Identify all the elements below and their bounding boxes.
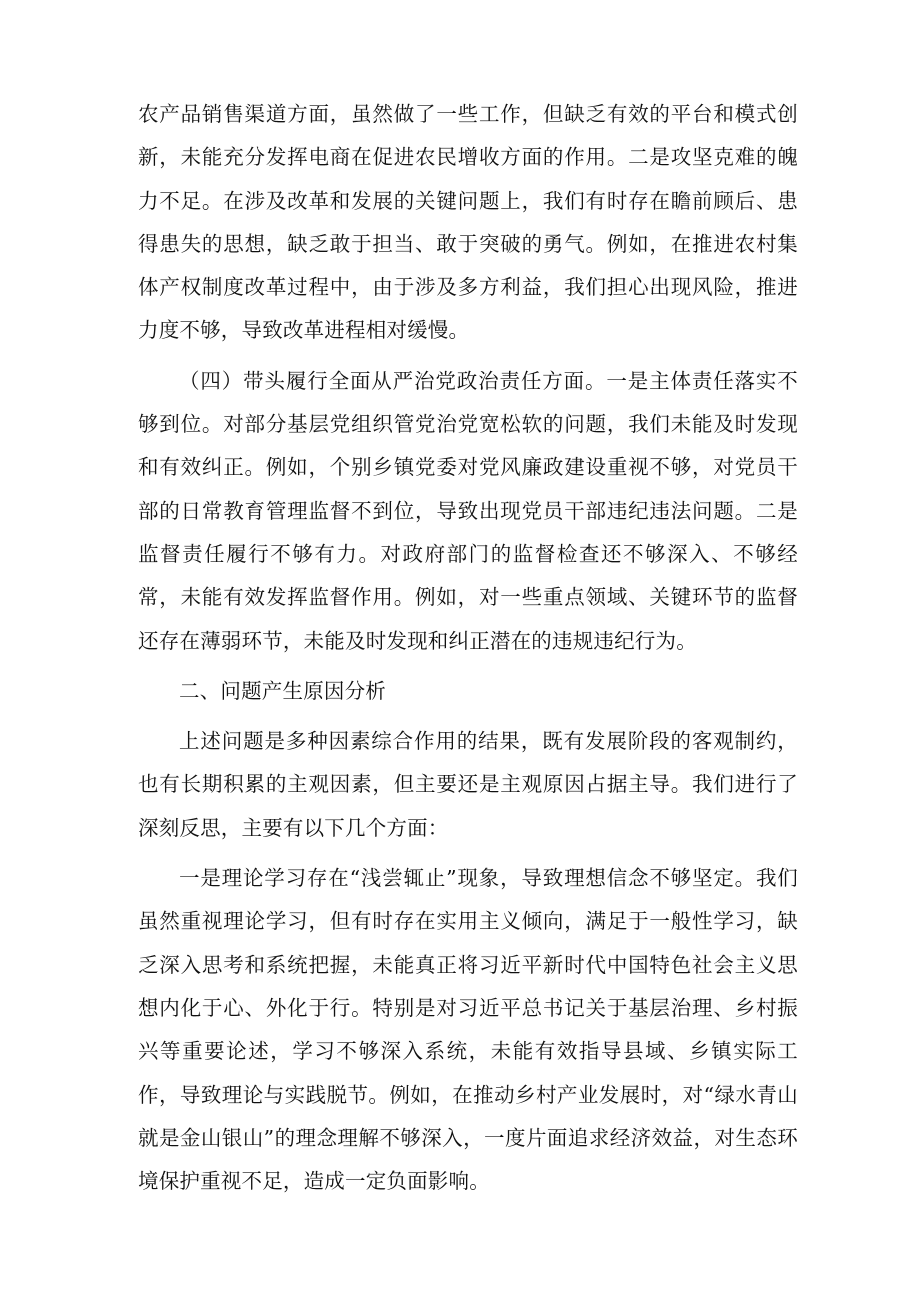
paragraph-theory-study: 一是理论学习存在“浅尝辄止”现象，导致理想信念不够坚定。我们虽然重视理论学习，但有时存在实用主义倾向，满足于一般性学习，缺乏深入思考和系统把握，未能真正将习近平新时代中国特色社会主义思想内化于心、外化于行。特别是对习近平总书记关于基层治理、乡村振兴等重要论述，学习不够深入系统，未能有效指导县域、乡镇实际工作，导致理论与实践脱节。例如，在推动乡村产业发展时，对“绿水青山就是金山银山”的理念理解不够深入，一度片面追求经济效益，对生态环境保护重视不足，造成一定负面影响。	[138, 866, 798, 1194]
paragraph-cause-intro: 上述问题是多种因素综合作用的结果，既有发展阶段的客观制约，也有长期积累的主观因素，但主要还是主观原因占据主导。我们进行了深刻反思，主要有以下几个方面：	[138, 729, 798, 840]
paragraph-section-four: （四）带头履行全面从严治党政治责任方面。一是主体责任落实不够到位。对部分基层党组织管党治党宽松软的问题，我们未能及时发现和有效纠正。例如，个别乡镇党委对党风廉政建设重视不够，对党员干部的日常教育管理监督不到位，导致出现党员干部违纪违法问题。二是监督责任履行不够有力。对政府部门的监督检查还不够深入、不够经常，未能有效发挥监督作用。例如，对一些重点领域、关键环节的监督还存在薄弱环节，未能及时发现和纠正潜在的违规违纪行为。	[138, 368, 798, 653]
paragraph-continuation: 农产品销售渠道方面，虽然做了一些工作，但缺乏有效的平台和模式创新，未能充分发挥电商在促进农民增收方面的作用。二是攻坚克难的魄力不足。在涉及改革和发展的关键问题上，我们有时存在瞻前顾后、患得患失的思想，缺乏敢于担当、敢于突破的勇气。例如，在推进农村集体产权制度改革过程中，由于涉及多方利益，我们担心出现风险，推进力度不够，导致改革进程相对缓慢。	[138, 102, 798, 343]
section-heading-cause-analysis: 二、问题产生原因分析	[179, 678, 386, 703]
document-body	[138, 93, 798, 1203]
